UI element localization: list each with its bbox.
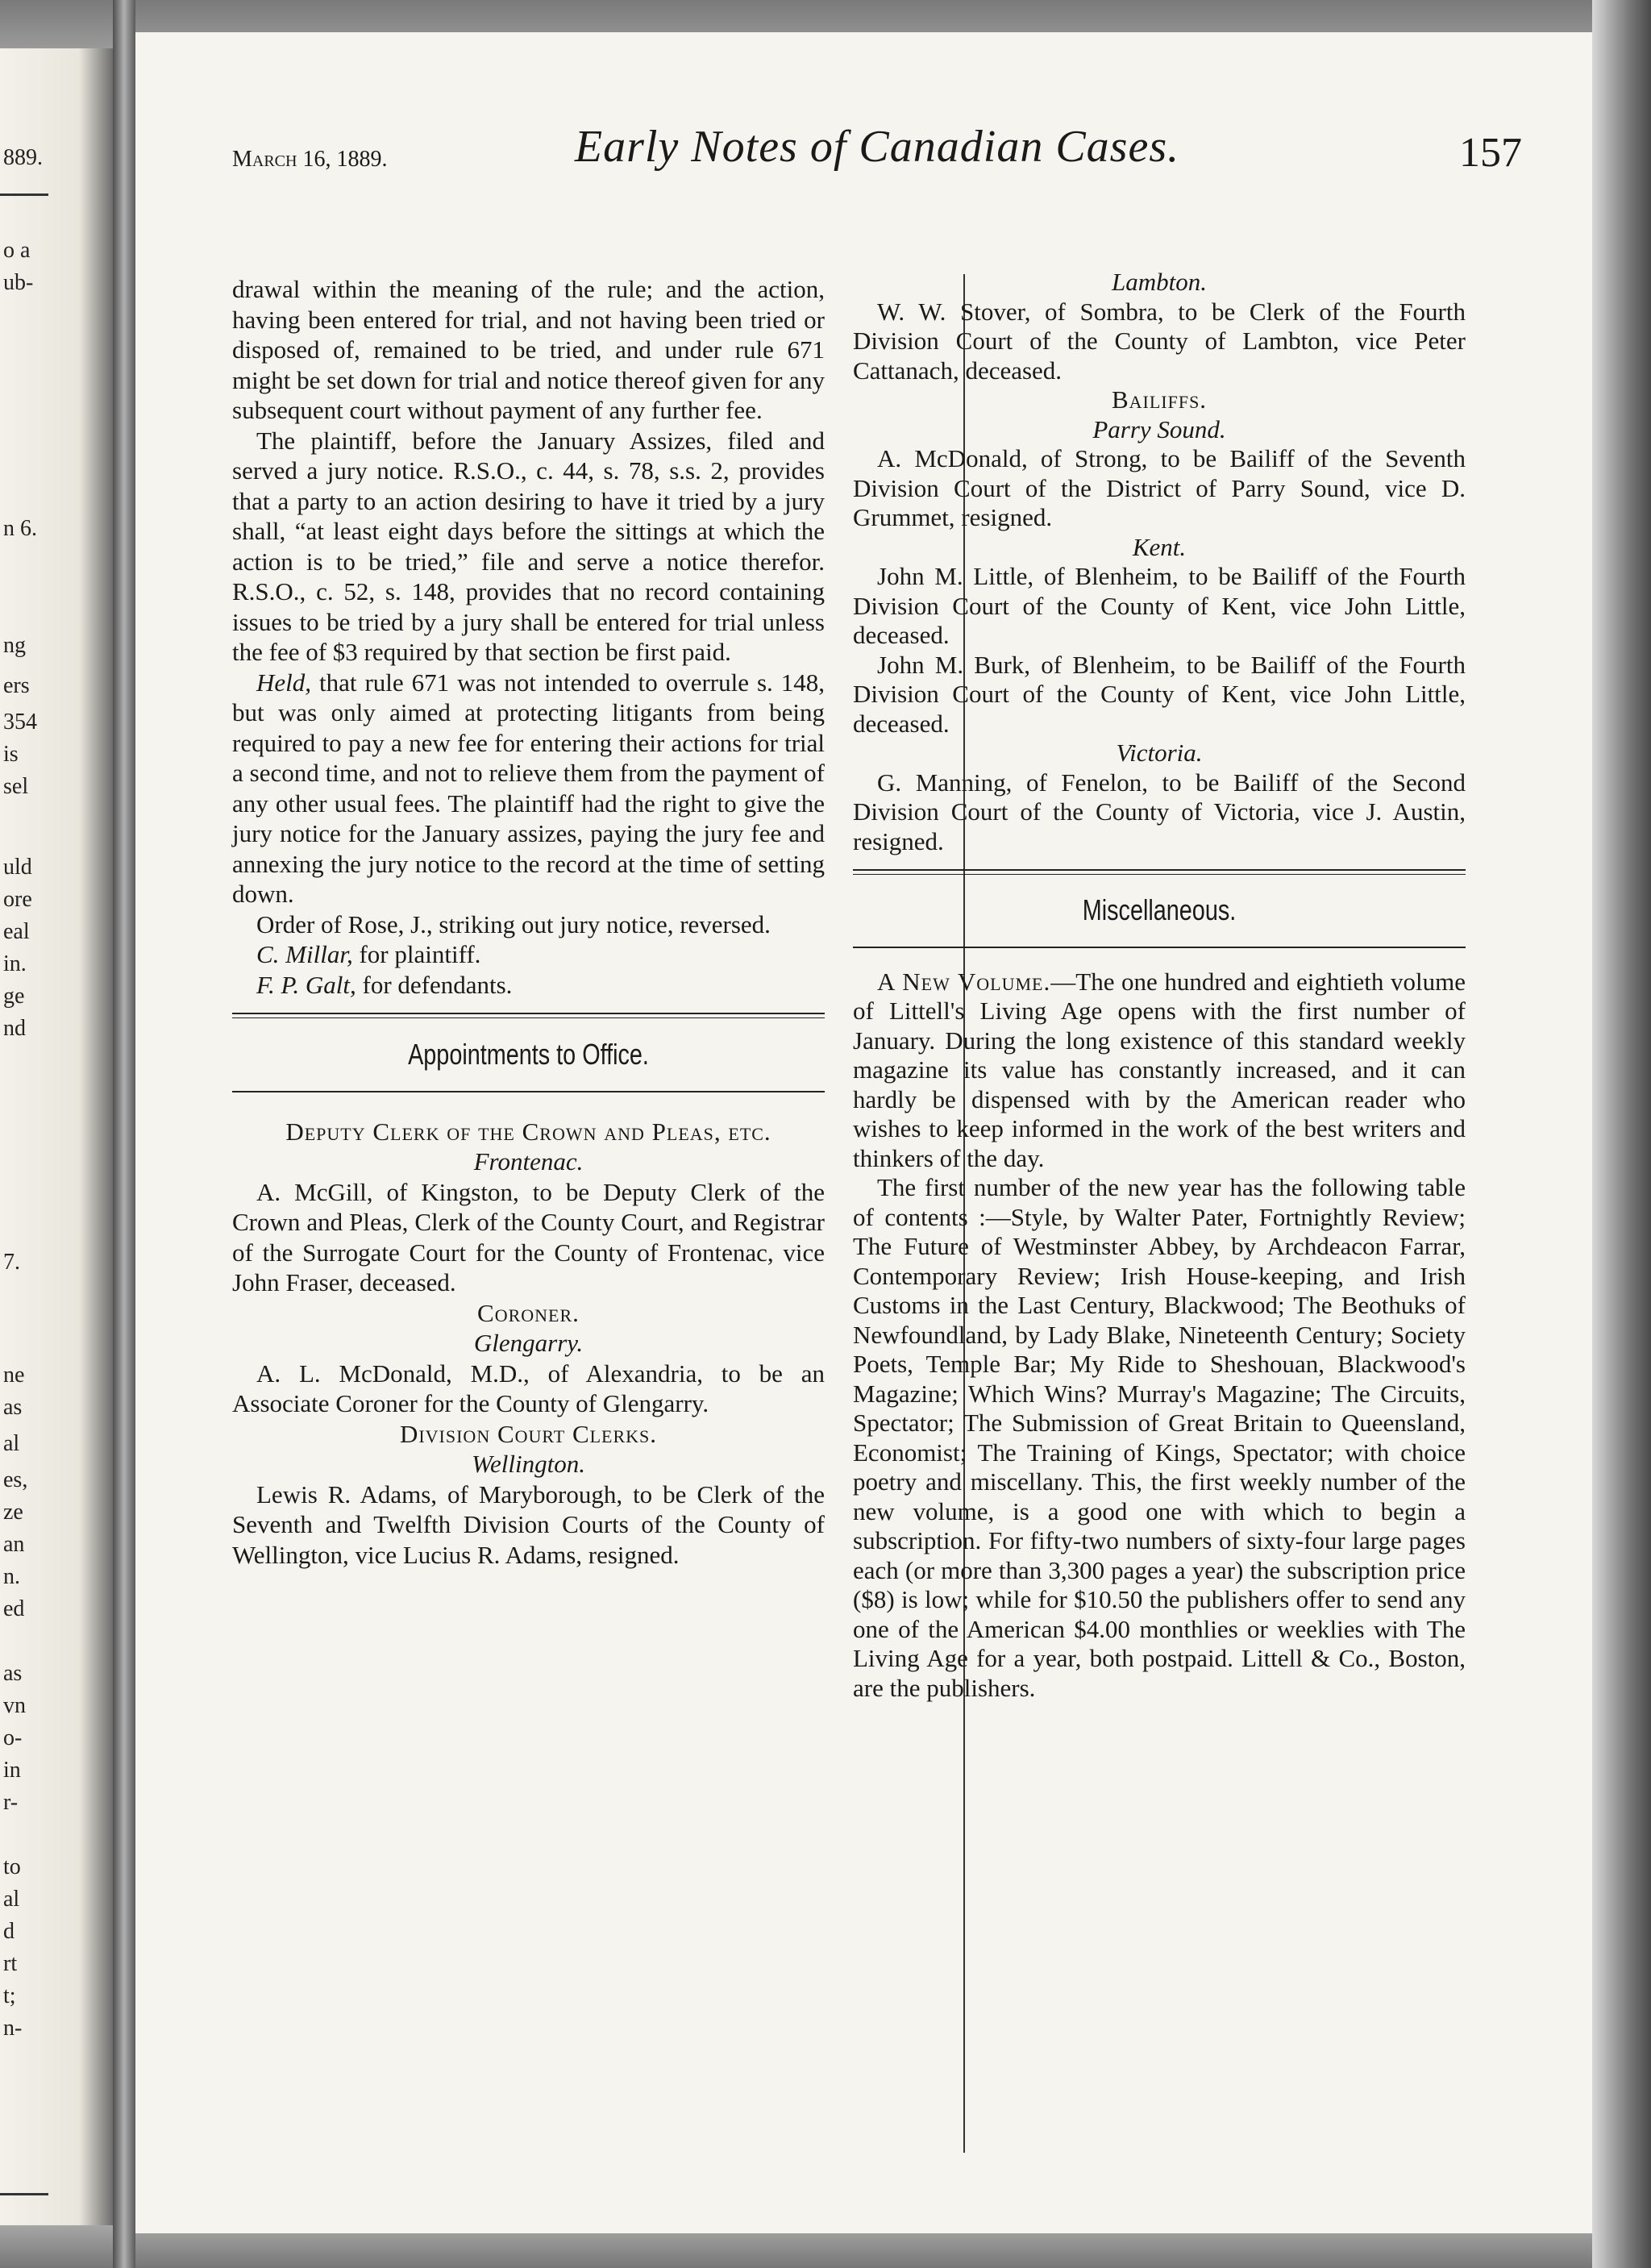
facing-page-fragment: ne: [3, 1363, 25, 1388]
facing-page-fragment: ore: [3, 887, 32, 912]
paragraph: drawal within the meaning of the rule; and the action, having been entered for trial, and not having been tried or disposed of, remained to be tried, and under rule 671 might be set down for trial and notice thereof given for any subsequent court without payment of any further fee.: [232, 275, 825, 424]
facing-page-fragment: al: [3, 1431, 20, 1456]
facing-page-fragment: ge: [3, 984, 25, 1009]
facing-page-fragment: sel: [3, 774, 29, 799]
county-heading: Victoria.: [1116, 739, 1203, 767]
paragraph: The plaintiff, before the January Assizes, filed and served a jury notice. R.S.O., c. 44, s. 78, s.s. 2, provides that a party to an action desiring to have it tried by a jury shall, “at least eight days before the sittings at which the action is to be tried,” file and serve a notice therefor. R.S.O., c. 52, s. 148, provides that no record containing issues to be tried by a jury shall be entered for trial unless the fee of $3 required by that section be first paid.: [232, 426, 825, 666]
facing-page-fragment: n 6.: [3, 516, 37, 541]
subheading: Coroner.: [477, 1298, 580, 1327]
facing-page-rule: [0, 194, 48, 196]
paragraph-text: —The one hundred and eightieth volume of Littell's Living Age opens with the first number of January. During the long existence of this standard weekly magazine its value has constantly increased, and it can hardly be dispensed with by the American reader who wishes to keep informed in the work of the best writers and thinkers of the day.: [853, 967, 1466, 1172]
section-heading-miscellaneous: Miscellaneous.: [1082, 893, 1237, 926]
section-rule: [853, 947, 1466, 948]
paragraph: [232, 668, 825, 909]
county-heading: Kent.: [1132, 532, 1187, 561]
appointment-entry: John M. Little, of Blenheim, to be Bailiff of the Fourth Division Court of the County of Kent, vice John Little, deceased.: [853, 562, 1466, 649]
appointment-entry: Lewis R. Adams, of Maryborough, to be Clerk of the Seventh and Twelfth Division Courts of the County of Wellington, vice Lucius R. Adams, resigned.: [232, 1479, 825, 1569]
section-rule: [853, 869, 1466, 875]
paragraph: The first number of the new year has the following table of contents :—Style, by Walter Pater, Fortnightly Review; The Future of Westminster Abbey, by Archdeacon Farrar, Contemporary Review; Irish House-keeping, and Irish Customs in the Last Century, Blackwood; The Beothuks of Newfoundland, by Lady Blake, Nineteenth Century; Society Poets, Temple Bar; My Ride to Sheshouan, Blackwood's Magazine; Which Wins? Murray's Magazine; The Circuits, Spectator; The Submission of Great Britain to Queensland, Economist; The Training of Kings, Spectator; with choice poetry and miscellany. This, the first weekly number of the new volume, is a good one with which to begin a subscription. For fifty-two numbers of sixty-four large pages each (or more than 3,300 pages a year) the subscription price ($8) is low; while for $10.50 the publishers offer to send any one of the American $4.00 monthlies or weeklies with The Living Age for a year, both postpaid. Littell & Co., Boston, are the publishers.: [853, 1173, 1466, 1702]
county-heading: Glengarry.: [473, 1329, 584, 1357]
facing-page-fragment: as: [3, 1395, 23, 1420]
appointment-entry: A. L. McDonald, M.D., of Alexandria, to be an Associate Coroner for the County of Glengarry.: [232, 1359, 825, 1417]
document-page: [135, 32, 1592, 2233]
subheading: Deputy Clerk of the Crown and Pleas, etc.: [285, 1117, 771, 1146]
facing-page-fragment: r-: [3, 1790, 19, 1815]
section-heading-appointments: Appointments to Office.: [408, 1038, 649, 1071]
facing-page-fragment: n.: [3, 1564, 20, 1589]
facing-page-fragment: d: [3, 1919, 15, 1944]
held-label: Held,: [256, 668, 312, 697]
facing-page-fragment: ers: [3, 673, 30, 698]
lead-in: A New Volume.: [877, 967, 1051, 996]
facing-page-fragment: 889.: [3, 145, 43, 170]
facing-page-fragment: t;: [3, 1983, 16, 2008]
counsel-line: [232, 939, 825, 970]
paragraph: [853, 968, 1466, 1174]
section-rule: [232, 1013, 825, 1018]
facing-page-fragment: al: [3, 1887, 20, 1912]
facing-page-rule: [0, 2193, 48, 2195]
facing-page-fragment: as: [3, 1661, 23, 1686]
journal-title: Early Notes of Canadian Cases.: [574, 122, 1180, 172]
page-number: 157: [1459, 130, 1522, 176]
appointment-entry: John M. Burk, of Blenheim, to be Bailiff of the Fourth Division Court of the County of Kent, vice John Little, deceased.: [853, 650, 1466, 738]
page-right-edge: [1592, 0, 1651, 2268]
facing-page-fragment: is: [3, 742, 19, 767]
facing-page-fragment: vn: [3, 1693, 26, 1718]
held-text: that rule 671 was not intended to overrule s. 148, but was only aimed at protecting litigants from being required to pay a new fee for entering their actions for trial a second time, and not to relieve them from the payment of any other usual fees. The plaintiff had the right to give the jury notice for the January assizes, paying the jury fee and annexing the jury notice to the record at the time of setting down.: [232, 668, 826, 908]
facing-page-fragment: 354: [3, 710, 37, 734]
issue-date: March 16, 1889.: [232, 147, 388, 172]
appointment-entry: W. W. Stover, of Sombra, to be Clerk of the Fourth Division Court of the County of Lambton, vice Peter Cattanach, deceased.: [853, 297, 1466, 385]
county-heading: Parry Sound.: [1092, 414, 1226, 443]
facing-page-edge: [0, 48, 113, 2225]
right-column: [853, 268, 1466, 1703]
counsel-role: for plaintiff.: [359, 940, 481, 968]
facing-page-fragment: ze: [3, 1500, 23, 1525]
facing-page-fragment: n-: [3, 2016, 23, 2041]
facing-page-fragment: nd: [3, 1016, 26, 1041]
facing-page-fragment: to: [3, 1854, 21, 1879]
facing-page-fragment: 7.: [3, 1250, 20, 1275]
facing-page-fragment: in: [3, 1758, 21, 1783]
appointment-entry: A. McDonald, of Strong, to be Bailiff of the Seventh Division Court of the District of Parry Sound, vice D. Grummet, resigned.: [853, 444, 1466, 531]
counsel-role: for defendants.: [362, 970, 513, 999]
facing-page-fragment: es,: [3, 1467, 28, 1492]
facing-page-fragment: uld: [3, 855, 32, 880]
facing-page-fragment: o a: [3, 238, 31, 263]
order-line: Order of Rose, J., striking out jury notice, reversed.: [256, 909, 771, 938]
facing-page-fragment: ng: [3, 633, 26, 658]
facing-page-fragment: rt: [3, 1951, 18, 1976]
counsel-name: C. Millar,: [256, 940, 353, 968]
county-heading: Lambton.: [1112, 268, 1207, 296]
county-heading: Frontenac.: [473, 1147, 584, 1176]
counsel-name: F. P. Galt,: [256, 970, 356, 999]
facing-page-fragment: ed: [3, 1596, 25, 1621]
facing-page-fragment: o-: [3, 1725, 23, 1750]
left-column: [232, 274, 825, 1570]
appointment-entry: G. Manning, of Fenelon, to be Bailiff of the Second Division Court of the County of Victoria, vice J. Austin, resigned.: [853, 768, 1466, 855]
book-spine: [113, 0, 135, 2268]
subheading: Division Court Clerks.: [399, 1419, 658, 1448]
running-header: [232, 121, 1522, 185]
facing-page-fragment: an: [3, 1532, 25, 1557]
counsel-line: [232, 970, 825, 1001]
facing-page-fragment: eal: [3, 919, 30, 944]
section-rule: [232, 1091, 825, 1092]
appointment-entry: A. McGill, of Kingston, to be Deputy Clerk of the Crown and Pleas, Clerk of the County Court, and Registrar of the Surrogate Court for the County of Frontenac, vice John Fraser, deceased.: [232, 1177, 825, 1296]
subheading: Bailiffs.: [1111, 385, 1208, 414]
facing-page-fragment: ub-: [3, 270, 34, 295]
facing-page-fragment: in.: [3, 951, 27, 976]
county-heading: Wellington.: [472, 1450, 585, 1478]
